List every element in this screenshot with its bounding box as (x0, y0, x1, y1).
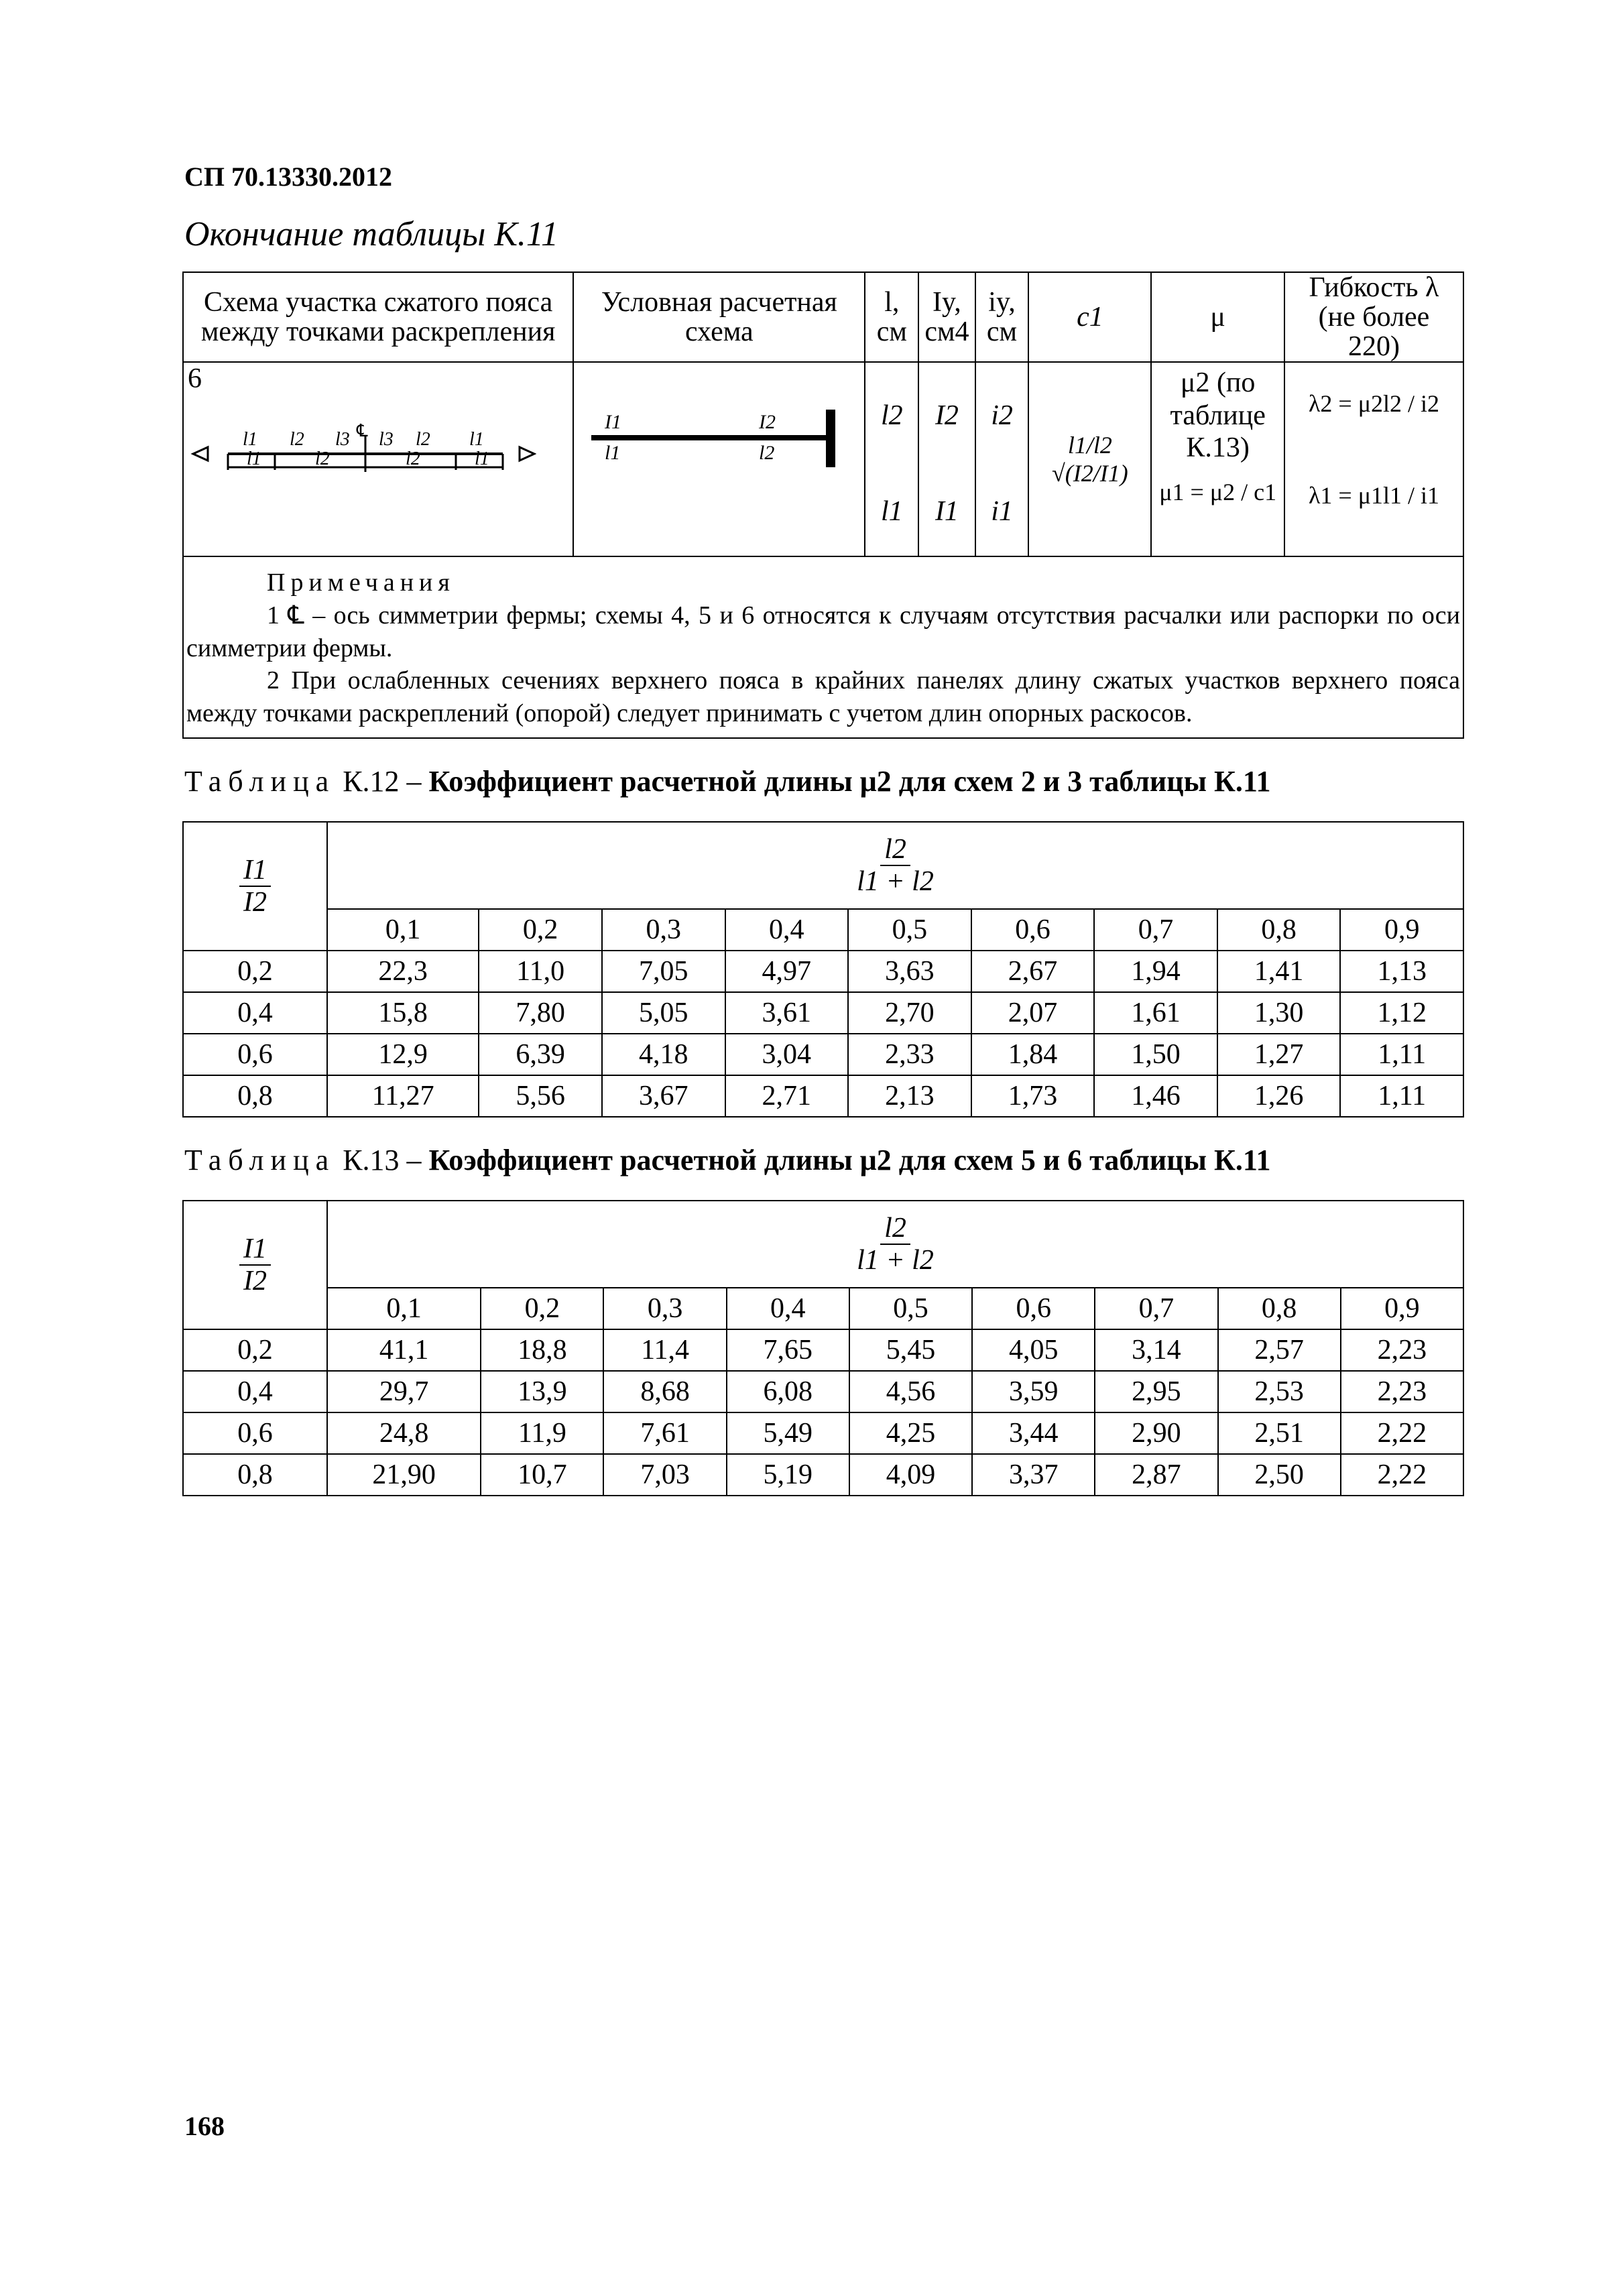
conditional-scheme-cell (573, 362, 865, 556)
table-cell: 11,9 (481, 1412, 603, 1454)
column-value: 0,8 (1218, 1288, 1341, 1329)
iy-value-top: i2 (991, 400, 1013, 432)
table-cell: 11,0 (479, 951, 602, 992)
table-cell: 10,7 (481, 1454, 603, 1496)
table-cell: 3,44 (972, 1412, 1095, 1454)
l-value-top: l2 (881, 400, 903, 432)
ratio-num: l2 (884, 1212, 906, 1244)
table-k12-caption (184, 764, 1270, 798)
truss-label: l1 (475, 448, 489, 470)
table-k12 (182, 821, 1464, 1117)
table-cell: 2,95 (1095, 1371, 1217, 1412)
row-label: 0,6 (183, 1412, 327, 1454)
caption-prefix: Таблица (184, 1144, 336, 1176)
row-label: 0,4 (183, 1371, 327, 1412)
flexibility-cell (1284, 362, 1463, 556)
table-cell: 2,51 (1218, 1412, 1341, 1454)
Iy-value-bottom: I1 (935, 496, 959, 528)
truss-label: l2 (290, 429, 304, 450)
ratio-num: l2 (884, 833, 906, 865)
table-cell: 7,05 (602, 951, 725, 992)
row-header-ratio (183, 1201, 327, 1329)
table-cell: 4,18 (602, 1034, 725, 1075)
page-number: 168 (184, 2111, 225, 2141)
ratio-num: I1 (243, 854, 267, 886)
notes-cell (183, 556, 1463, 738)
table-cell: 6,08 (727, 1371, 849, 1412)
lambda1-formula: λ1 = μ1l1 / i1 (1308, 482, 1440, 509)
column-value: 0,6 (972, 1288, 1095, 1329)
mu1-formula: μ1 = μ2 / c1 (1159, 479, 1277, 506)
table-cell: 2,13 (848, 1075, 971, 1117)
table-cell: 5,56 (479, 1075, 602, 1117)
header-flexibility: Гибкость λ (не более 220) (1284, 272, 1463, 362)
column-header-ratio (327, 1201, 1463, 1288)
table-cell: 3,59 (972, 1371, 1095, 1412)
table-cell: 2,90 (1095, 1412, 1217, 1454)
iy-value-bottom: i1 (991, 496, 1013, 528)
table-cell: 1,46 (1094, 1075, 1217, 1117)
table-cell: 1,26 (1217, 1075, 1341, 1117)
table-cell: 3,63 (848, 951, 971, 992)
column-value: 0,4 (727, 1288, 849, 1329)
column-value: 0,7 (1094, 909, 1217, 951)
table-cell: 4,56 (849, 1371, 972, 1412)
column-value: 0,5 (848, 909, 971, 951)
table-cell: 2,67 (971, 951, 1095, 992)
table-row (183, 992, 1463, 1034)
row-label: 0,8 (183, 1075, 327, 1117)
table-cell: 2,53 (1218, 1371, 1341, 1412)
table-row (183, 1075, 1463, 1117)
table-row (183, 1454, 1463, 1496)
table-cell: 1,27 (1217, 1034, 1341, 1075)
ratio-num: I1 (243, 1233, 267, 1264)
column-value: 0,4 (725, 909, 849, 951)
document-code: СП 70.13330.2012 (184, 162, 392, 192)
table-cell: 12,9 (327, 1034, 479, 1075)
cond-label: l1 (605, 442, 621, 465)
table-cell: 11,27 (327, 1075, 479, 1117)
table-cell: 2,50 (1218, 1454, 1341, 1496)
c1-formula: l1/l2 √(I2/I1) (1052, 432, 1128, 487)
table-row (183, 951, 1463, 992)
table-cell: 1,94 (1094, 951, 1217, 992)
header-c1: c1 (1028, 272, 1151, 362)
table-cell: 4,25 (849, 1412, 972, 1454)
scheme-cell (183, 362, 573, 556)
column-value: 0,2 (481, 1288, 603, 1329)
table-cell: 2,57 (1218, 1329, 1341, 1371)
table-cell: 21,90 (327, 1454, 481, 1496)
truss-scheme-diagram (188, 395, 536, 489)
truss-label: l3 (379, 429, 394, 450)
table-cell: 2,22 (1341, 1454, 1463, 1496)
table-cell: 1,61 (1094, 992, 1217, 1034)
column-values-row (183, 909, 1463, 951)
table-cell: 1,11 (1340, 1034, 1463, 1075)
caption-title: Коэффициент расчетной длины μ2 для схем 5 и 6 таблицы К.11 (428, 1144, 1271, 1176)
l-value-bottom: l1 (881, 496, 903, 528)
table-cell: 1,73 (971, 1075, 1095, 1117)
table-cell: 2,23 (1341, 1371, 1463, 1412)
table-cell: 2,22 (1341, 1412, 1463, 1454)
table-cell: 1,84 (971, 1034, 1095, 1075)
row-label: 0,2 (183, 951, 327, 992)
column-value: 0,7 (1095, 1288, 1217, 1329)
truss-label: l1 (469, 429, 484, 450)
table-row (183, 1412, 1463, 1454)
table-cell: 5,45 (849, 1329, 972, 1371)
cond-label: I2 (759, 411, 776, 434)
table-cell: 3,67 (602, 1075, 725, 1117)
table-cell: 4,97 (725, 951, 849, 992)
table-cell: 1,13 (1340, 951, 1463, 992)
notes-title: Примечания (267, 568, 455, 597)
table-row (183, 1034, 1463, 1075)
table-cell: 3,14 (1095, 1329, 1217, 1371)
row-label: 0,4 (183, 992, 327, 1034)
column-value: 0,9 (1340, 909, 1463, 951)
table-cell: 2,71 (725, 1075, 849, 1117)
column-value: 0,3 (603, 1288, 726, 1329)
table-cell: 7,65 (727, 1329, 849, 1371)
header-mu: μ (1151, 272, 1284, 362)
Iy-values-cell (918, 362, 975, 556)
header-scheme: Схема участка сжатого пояса между точками раскрепления (183, 272, 573, 362)
iy-values-cell (975, 362, 1029, 556)
table-cell: 22,3 (327, 951, 479, 992)
header-iy: iy, см (975, 272, 1029, 362)
column-value: 0,2 (479, 909, 602, 951)
table-cell: 5,49 (727, 1412, 849, 1454)
mu-text-line: К.13) (1186, 432, 1250, 463)
caption-title: Коэффициент расчетной длины μ2 для схем 2 и 3 таблицы К.11 (428, 765, 1271, 798)
note-2: 2 При ослабленных сечениях верхнего пояса в крайних панелях длину сжатых участков верхнего пояса между точками раскреплений (опорой) следует принимать с учетом длин опорных раскосов. (186, 666, 1460, 727)
column-value: 0,8 (1217, 909, 1341, 951)
header-conditional-scheme: Условная расчетная схема (573, 272, 865, 362)
table-cell: 6,39 (479, 1034, 602, 1075)
truss-label: l2 (315, 448, 330, 470)
table-cell: 3,37 (972, 1454, 1095, 1496)
mu-text-line: μ2 (по (1180, 367, 1256, 399)
c1-formula-cell (1028, 362, 1151, 556)
table-cell: 11,4 (603, 1329, 726, 1371)
table-cell: 13,9 (481, 1371, 603, 1412)
cond-label: I1 (605, 411, 622, 434)
l-values-cell (865, 362, 918, 556)
ratio-den: I2 (243, 887, 267, 918)
column-value: 0,6 (971, 909, 1095, 951)
truss-label: l1 (247, 448, 261, 470)
column-value: 0,3 (602, 909, 725, 951)
table-cell: 4,09 (849, 1454, 972, 1496)
note-1: 1 ℄ – ось симметрии фермы; схемы 4, 5 и 6 относятся к случаям отсутствия расчалки или распорки по оси симметрии фермы. (186, 601, 1460, 662)
table-cell: 2,23 (1341, 1329, 1463, 1371)
table-cell: 3,61 (725, 992, 849, 1034)
table-continuation-title: Окончание таблицы К.11 (184, 215, 558, 253)
table-cell: 4,05 (972, 1329, 1095, 1371)
column-value: 0,9 (1341, 1288, 1463, 1329)
ratio-den: l1 + l2 (857, 866, 934, 897)
mu-cell (1151, 362, 1284, 556)
column-value: 0,1 (327, 909, 479, 951)
table-cell: 5,05 (602, 992, 725, 1034)
table-cell: 7,61 (603, 1412, 726, 1454)
table-row (183, 1329, 1463, 1371)
truss-label: l2 (406, 448, 420, 470)
row-label: 0,2 (183, 1329, 327, 1371)
row-header-ratio (183, 822, 327, 951)
ratio-den: l1 + l2 (857, 1245, 934, 1276)
table-cell: 5,19 (727, 1454, 849, 1496)
table-cell: 2,70 (848, 992, 971, 1034)
ratio-den: I2 (243, 1266, 267, 1296)
column-value: 0,1 (327, 1288, 481, 1329)
table-row (183, 1371, 1463, 1412)
cond-label: l2 (759, 442, 775, 465)
table-cell: 3,04 (725, 1034, 849, 1075)
table-cell: 1,30 (1217, 992, 1341, 1034)
conditional-scheme-diagram (578, 389, 839, 483)
table-cell: 7,80 (479, 992, 602, 1034)
caption-prefix: Таблица (184, 765, 336, 798)
header-Iy: Iy, см4 (918, 272, 975, 362)
caption-number: К.13 – (343, 1144, 422, 1176)
table-cell: 1,11 (1340, 1075, 1463, 1117)
caption-number: К.12 – (343, 765, 422, 798)
lambda2-formula: λ2 = μ2l2 / i2 (1308, 390, 1440, 418)
table-cell: 1,41 (1217, 951, 1341, 992)
table-cell: 2,87 (1095, 1454, 1217, 1496)
table-cell: 41,1 (327, 1329, 481, 1371)
table-cell: 2,07 (971, 992, 1095, 1034)
table-k11 (182, 271, 1464, 739)
table-cell: 29,7 (327, 1371, 481, 1412)
header-l: l, см (865, 272, 918, 362)
truss-label: l2 (416, 429, 430, 450)
table-cell: 15,8 (327, 992, 479, 1034)
table-cell: 1,50 (1094, 1034, 1217, 1075)
table-cell: 7,03 (603, 1454, 726, 1496)
table-cell: 1,12 (1340, 992, 1463, 1034)
mu-text-line: таблице (1170, 400, 1266, 431)
scheme-number: 6 (188, 363, 202, 395)
table-cell: 24,8 (327, 1412, 481, 1454)
table-k13-caption (184, 1143, 1270, 1177)
table-k13 (182, 1200, 1464, 1496)
row-label: 0,8 (183, 1454, 327, 1496)
truss-label: l1 (243, 429, 257, 450)
table-cell: 8,68 (603, 1371, 726, 1412)
row-label: 0,6 (183, 1034, 327, 1075)
symmetry-axis-icon: ℄ (357, 421, 368, 441)
column-header-ratio (327, 822, 1463, 909)
column-value: 0,5 (849, 1288, 972, 1329)
table-cell: 2,33 (848, 1034, 971, 1075)
column-values-row (183, 1288, 1463, 1329)
table-cell: 18,8 (481, 1329, 603, 1371)
Iy-value-top: I2 (935, 400, 959, 432)
truss-label: l3 (335, 429, 350, 450)
